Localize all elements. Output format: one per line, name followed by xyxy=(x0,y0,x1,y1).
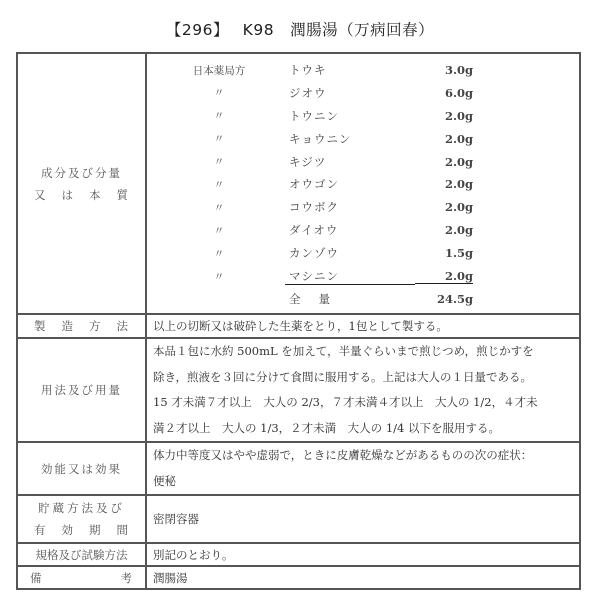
remarks-row xyxy=(17,566,580,589)
dosage-text: 本品１包に水約 500mL を加えて，半量ぐらいまで煎じつめ，煎じかすを 除き，煎液を３回に分けて食間に服用する。上記は大人の１日量である。 15 才未満７才以上 大人の 2/3，７才未満４才以上 大人の 1/2，４才未 満２才以上 大人の 1/3，２才未満 大人の 1/4 以下を服用する。 xyxy=(146,338,580,442)
dosage-row xyxy=(17,338,580,442)
title-code: K98 xyxy=(242,21,275,39)
ingredient-item: 〃 キジツ 2.0g xyxy=(213,154,473,169)
ingredient-item: 〃 マシニン 2.0g xyxy=(213,268,473,283)
title-number: 【296】 xyxy=(165,21,222,39)
ingredients-label: 成分及び分量 又 は 本 質 xyxy=(17,53,146,314)
ingredients-row xyxy=(17,53,580,314)
remarks-text: 潤腸湯 xyxy=(146,566,580,589)
standards-label: 規格及び試験方法 xyxy=(17,543,146,566)
ingredient-item: 日本薬局方 トウキ 3.0g xyxy=(192,63,473,78)
efficacy-label: 効能又は効果 xyxy=(17,442,146,495)
page-title xyxy=(0,18,600,40)
ingredient-item: 〃 コウボク 2.0g xyxy=(213,200,473,215)
specification-table xyxy=(16,52,581,590)
ingredient-item: 〃 オウゴン 2.0g xyxy=(213,177,473,192)
standards-row xyxy=(17,543,580,566)
ingredient-total xyxy=(153,288,573,311)
ingredients-content xyxy=(146,53,580,314)
efficacy-row xyxy=(17,442,580,495)
storage-label: 貯蔵方法及び 有 効 期 間 xyxy=(17,495,146,543)
efficacy-text: 体力中等度又はやや虚弱で，ときに皮膚乾燥などがあるものの次の症状： 便秘 xyxy=(146,442,580,495)
ingredient-item: 〃 トウニン 2.0g xyxy=(213,108,473,123)
ingredient-item: 〃 ダイオウ 2.0g xyxy=(213,223,473,238)
manufacturing-label: 製 造 方 法 xyxy=(17,314,146,338)
total-label: 全量 xyxy=(289,291,348,306)
dosage-label: 用法及び用量 xyxy=(17,338,146,442)
ingredient-item: 〃 キョウニン 2.0g xyxy=(213,131,473,146)
manufacturing-text: 以上の切断又は破砕した生薬をとり，1包として製する。 xyxy=(146,314,580,338)
ingredient-item: 〃 ジオウ 6.0g xyxy=(213,85,473,100)
title-name: 潤腸湯（万病回春） xyxy=(290,21,435,39)
ingredients-label-line2: 又 は 本 質 xyxy=(34,187,129,202)
total-amount: 24.5g xyxy=(436,291,473,306)
remarks-label: 備 考 xyxy=(17,566,146,589)
ingredient-item: 〃 カンゾウ 1.5g xyxy=(213,246,473,261)
storage-row xyxy=(17,495,580,543)
standards-text: 別記のとおり。 xyxy=(146,543,580,566)
storage-text: 密閉容器 xyxy=(146,495,580,543)
manufacturing-row xyxy=(17,314,580,338)
